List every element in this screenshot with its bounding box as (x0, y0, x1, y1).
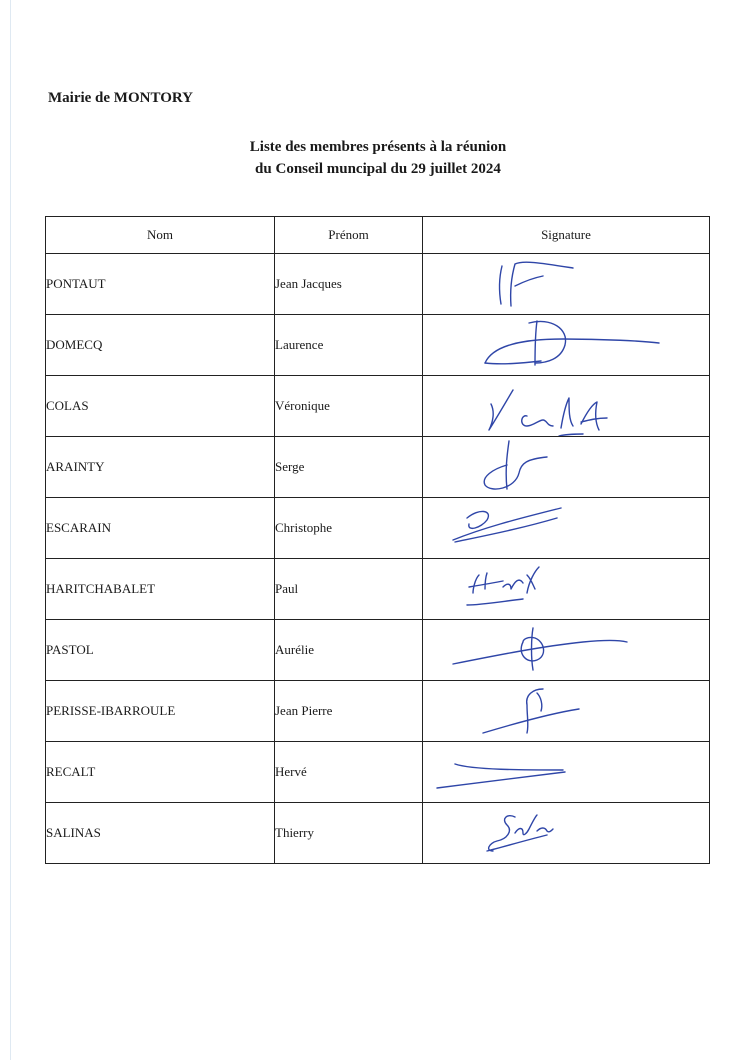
row-nom: SALINAS (46, 803, 275, 864)
column-header-signature: Signature (423, 217, 710, 254)
row-nom: ESCARAIN (46, 498, 275, 559)
document-title (0, 136, 750, 180)
column-header-nom: Nom (46, 217, 275, 254)
row-nom: HARITCHABALET (46, 559, 275, 620)
column-header-prenom: Prénom (275, 217, 423, 254)
signature-arainty (423, 437, 709, 497)
table-row (46, 620, 710, 681)
signature-recalt (423, 742, 709, 802)
row-prenom: Jean Jacques (275, 254, 423, 315)
signature-perisse-ibarroule (423, 681, 709, 741)
signature-pastol (423, 620, 709, 680)
row-prenom: Christophe (275, 498, 423, 559)
row-nom: COLAS (46, 376, 275, 437)
row-prenom: Aurélie (275, 620, 423, 681)
signature-cell (423, 498, 710, 559)
signature-cell (423, 620, 710, 681)
signature-cell (423, 376, 710, 437)
signature-pontaut (423, 254, 709, 314)
table-row (46, 559, 710, 620)
table-row (46, 315, 710, 376)
signature-cell (423, 742, 710, 803)
signature-colas (423, 376, 709, 436)
organization-name: Mairie de MONTORY (48, 90, 194, 106)
table-row (46, 254, 710, 315)
row-nom: PASTOL (46, 620, 275, 681)
row-prenom: Véronique (275, 376, 423, 437)
row-nom: DOMECQ (46, 315, 275, 376)
row-prenom: Laurence (275, 315, 423, 376)
signature-cell (423, 803, 710, 864)
row-nom: RECALT (46, 742, 275, 803)
signature-escarain (423, 498, 709, 558)
table-row (46, 498, 710, 559)
row-prenom: Serge (275, 437, 423, 498)
signature-cell (423, 559, 710, 620)
table-row (46, 803, 710, 864)
signature-cell (423, 437, 710, 498)
row-prenom: Thierry (275, 803, 423, 864)
title-line-2: du Conseil muncipal du 29 juillet 2024 (255, 161, 501, 177)
signature-domecq (423, 315, 709, 375)
signature-salinas (423, 803, 709, 863)
attendance-table (45, 216, 710, 864)
row-prenom: Hervé (275, 742, 423, 803)
signature-cell (423, 254, 710, 315)
row-nom: PERISSE-IBARROULE (46, 681, 275, 742)
row-nom: ARAINTY (46, 437, 275, 498)
signature-cell (423, 681, 710, 742)
table-row (46, 742, 710, 803)
table-row (46, 376, 710, 437)
signature-haritchabalet (423, 559, 709, 619)
title-line-1: Liste des membres présents à la réunion (249, 139, 507, 155)
table-row (46, 681, 710, 742)
row-nom: PONTAUT (46, 254, 275, 315)
row-prenom: Jean Pierre (275, 681, 423, 742)
signature-cell (423, 315, 710, 376)
table-header-row (46, 217, 710, 254)
table-row (46, 437, 710, 498)
row-prenom: Paul (275, 559, 423, 620)
